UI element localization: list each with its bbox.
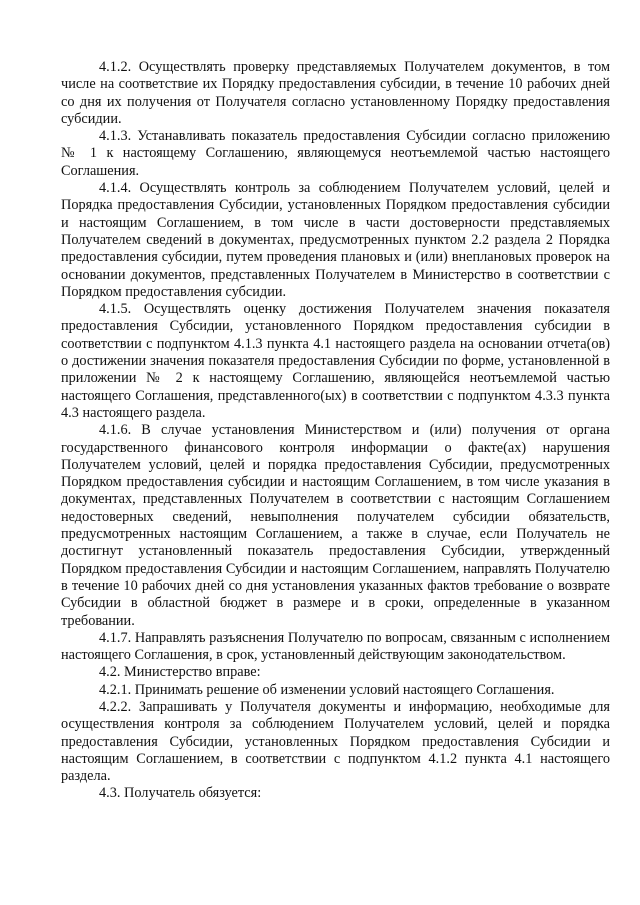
paragraph-4-1-4: 4.1.4. Осуществлять контроль за соблюдением Получателем условий, целей и Порядка предоставления Субсидии, установленных Порядком предоставления субсидии и настоящим Соглашением, в том числе в части достоверности представляемых Получателем сведений в документах, предусмотренных пунктом 2.2 раздела 2 Порядка предоставления субсидии, путем проведения плановых и (или) внеплановых проверок на основании документов, представленных Получателем в Министерство в соответствии с Порядком предоставления субсидии. [61,180,610,300]
paragraph-4-2-1: 4.2.1. Принимать решение об изменении условий настоящего Соглашения. [99,681,555,698]
paragraph-4-3: 4.3. Получатель обязуется: [99,785,262,802]
paragraph-4-2-2: 4.2.2. Запрашивать у Получателя документы и информацию, необходимые для осуществления контроля за соблюдением Получателем условий, целей и порядка предоставления Субсидии, установленных Порядком предоставления Субсидии и настоящим Соглашением, в соответствии с подпунктом 4.1.2 пункта 4.1 настоящего раздела. [61,698,610,785]
paragraph-4-1-3: 4.1.3. Устанавливать показатель предоставления Субсидии согласно приложению № 1 к настоящему Соглашению, являющемуся неотъемлемой частью настоящего Соглашения. [61,128,610,179]
paragraph-4-1-2: 4.1.2. Осуществлять проверку представляемых Получателем документов, в том числе на соответствие их Порядку предоставления субсидии, в течение 10 рабочих дней со дня их получения от Получателя согласно установленному Порядку предоставления субсидии. [61,59,610,127]
paragraph-4-2: 4.2. Министерство вправе: [99,664,261,681]
paragraph-4-1-6: 4.1.6. В случае установления Министерством и (или) получения от органа государственного финансового контроля информации о факте(ах) нарушения Получателем условий, целей и порядка предоставления Субсидии, предусмотренных Порядком предоставления субсидии и настоящим Соглашением, в том числе указания в документах, представленных Получателем в соответствии с настоящим Соглашением недостоверных сведений, невыполнения получателем субсидии обязательств, предусмотренных настоящим Соглашением, а также в случае, если Получатель не достигнут установленный показатель предоставления Субсидии, утвержденный Порядком предоставления Субсидии и настоящим Соглашением, направлять Получателю в течение 10 рабочих дней со дня установления указанных фактов требование о возврате Субсидии в областной бюджет в размере и в сроки, определенные в указанном требовании. [61,422,610,629]
paragraph-4-1-7: 4.1.7. Направлять разъяснения Получателю по вопросам, связанным с исполнением настоящего Соглашения, в срок, установленный действующим законодательством. [61,629,610,664]
paragraph-4-1-5: 4.1.5. Осуществлять оценку достижения Получателем значения показателя предоставления Субсидии, установленного Порядком предоставления субсидии в соответствии с подпунктом 4.1.3 пункта 4.1 настоящего раздела на основании отчета(ов) о достижении значения показателя предоставления Субсидии по форме, установленной в приложении № 2 к настоящему Соглашению, являющейся неотъемлемой частью настоящего Соглашения, представленного(ых) в соответствии с подпунктом 4.3.3 пункта 4.3 настоящего раздела. [61,301,610,421]
